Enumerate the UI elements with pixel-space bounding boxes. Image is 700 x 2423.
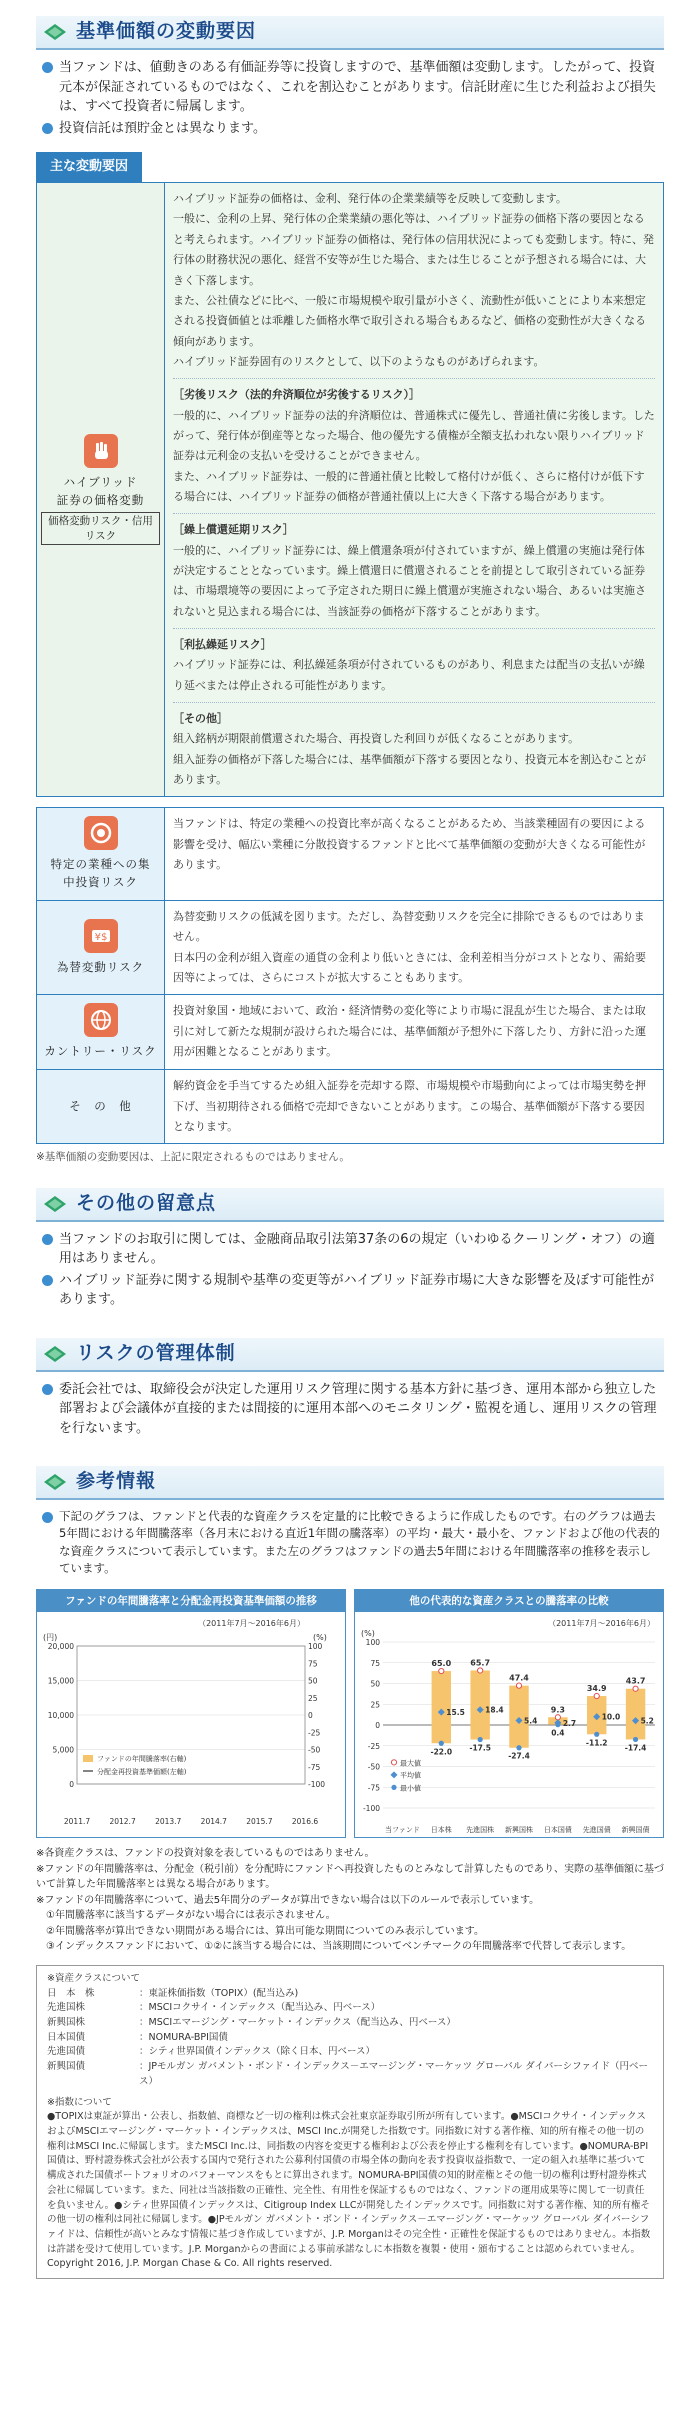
bullet-item: 投資信託は預貯金とは異なります。: [42, 119, 660, 139]
x-tick: 2011.7: [63, 1817, 91, 1827]
ref-row: 新興国株 ：MSCIエマージング・マーケット・インデックス（配当込み、円ベース）: [47, 2016, 456, 2028]
y-right-tick: -75: [308, 1763, 321, 1773]
x-tick: 2012.7: [109, 1817, 136, 1827]
y-left-tick: 5,000: [52, 1745, 74, 1755]
globe-icon: [84, 1003, 118, 1037]
max-label: 65.7: [470, 1658, 491, 1668]
min-label: -11.2: [585, 1738, 608, 1748]
left-chart-title: ファンドの年間騰落率と分配金再投資基準価額の推移: [37, 1590, 345, 1612]
para: また、公社債などに比べ、一般に市場規模や取引量が小さく、流動性が低いことにより本来想定される投資価値とは乖離した価格水準で取引される場合もあるなど、価格の変動性が大きくなる傾向があります。: [173, 293, 646, 348]
min-marker: [594, 1732, 599, 1737]
ref-row: 新興国債 ：JPモルガン ガバメント・ボンド・インデックス－エマージング・マーケッツ グローバル ダイバーシファイド（円ベース）: [47, 2061, 648, 2087]
reference-notes: [36, 1846, 664, 1955]
factor-row-hybrid: [37, 183, 663, 796]
factor-label-cell: [37, 901, 165, 994]
y-right-tick: -25: [308, 1728, 321, 1738]
y-left-tick: 20,000: [47, 1642, 74, 1652]
y-tick: -25: [367, 1742, 380, 1752]
reference-intro: [36, 1500, 664, 1583]
max-marker: [478, 1668, 483, 1673]
legend-label: 平均値: [400, 1771, 421, 1780]
risk-mgmt-bullets: [36, 1372, 664, 1445]
factor-label: 為替変動リスク: [56, 959, 145, 974]
main-factor-tag: 主な変動要因: [36, 152, 142, 182]
factor-label: カントリー・リスク: [44, 1044, 157, 1059]
bullet-item: ハイブリッド証券に関する規制や基準の変更等がハイブリッド証券市場に大きな影響を及ぼす可能性があります。: [42, 1271, 660, 1310]
legend-avg-marker: [390, 1772, 397, 1779]
factor-label-cell: [37, 808, 165, 900]
max-marker: [594, 1694, 599, 1699]
min-label: -17.5: [469, 1743, 491, 1753]
y-left-tick: 15,000: [47, 1676, 74, 1686]
y-tick: 100: [365, 1638, 380, 1648]
factor-row: [37, 1069, 663, 1143]
x-tick: 2015.7: [246, 1817, 273, 1827]
legend-max-marker: [391, 1760, 396, 1765]
kijun-bullets: [36, 50, 664, 144]
legend-label: 最大値: [400, 1759, 421, 1768]
x-tick: 日本国債: [543, 1826, 572, 1835]
ref-row: 先進国株 ：MSCIコクサイ・インデックス（配当込み、円ベース）: [47, 2002, 381, 2014]
bullet-dot-icon: [42, 1384, 53, 1395]
y-left-unit: (円): [43, 1633, 58, 1643]
factor-table: [36, 182, 664, 797]
note-line: ②年間騰落率が算出できない期間がある場合には、算出可能な期間についてのみ表示しています。: [46, 1925, 484, 1937]
y-tick: -100: [362, 1804, 380, 1814]
factor-text-cell: [165, 183, 663, 796]
section-header-other-notes: [36, 1188, 664, 1222]
min-label: -27.4: [508, 1752, 530, 1762]
x-tick: 2016.6: [291, 1817, 319, 1827]
chart-period: （2011年7月～2016年6月）: [548, 1619, 655, 1629]
factor-sub-label: 価格変動リスク・信用リスク: [41, 512, 160, 545]
avg-label: 15.5: [446, 1708, 465, 1718]
y-right-tick: 50: [308, 1676, 318, 1686]
max-marker: [633, 1686, 638, 1691]
factor-table-others: [36, 807, 664, 1144]
para: ハイブリッド証券の価格は、金利、発行体の企業業績等を反映して変動します。: [173, 192, 567, 206]
factor-label-cell: [37, 183, 165, 796]
avg-label: 10.0: [601, 1712, 621, 1722]
note-line: ※各資産クラスは、ファンドの投資対象を表しているものではありません。: [36, 1848, 375, 1860]
min-marker: [478, 1737, 483, 1742]
bullet-dot-icon: [42, 123, 53, 134]
divider: [173, 513, 655, 514]
diamond-icon: [42, 1471, 68, 1493]
sub-text: 一般的に、ハイブリッド証券の法的弁済順位は、普通株式に優先し、普通社債に劣後します。したがって、発行体が倒産等となった場合、他の優先する債権が全額支払われない限りハイブリッド証券は元利金の支払いを受けることができません。 また、ハイブリッド証券は、一般的に普通社債と比較して格付けが低く、さらに格付けが低下する場合には、ハイブリッド証券の価格が普通社債以上に大きく下落する場合があります。: [173, 408, 655, 503]
y-right-unit: (%): [313, 1633, 327, 1643]
y-right-tick: 75: [308, 1659, 318, 1669]
right-chart-body: [355, 1612, 663, 1837]
range-bar: [626, 1689, 645, 1740]
factor-text-cell: 当ファンドは、特定の業種への投資比率が高くなることがあるため、当該業種固有の要因による影響を受け、幅広い業種に分散投資するファンドと比べて基準価額の変動が大きくなる可能性があります。: [165, 808, 663, 900]
x-tick: 先進国債: [582, 1826, 611, 1835]
index-heading: ※指数について: [47, 2096, 112, 2108]
note-line: ①年間騰落率に該当するデータがない場合には表示されません。: [46, 1910, 336, 1922]
min-label: -22.0: [430, 1747, 453, 1757]
sub-text: ハイブリッド証券には、利払繰延条項が付されているものがあり、利息または配当の支払いが繰り延べまたは停止される可能性があります。: [173, 658, 645, 692]
reference-box: [36, 1965, 664, 2279]
y-right-tick: 100: [308, 1642, 323, 1652]
y-tick: 75: [370, 1659, 380, 1669]
avg-label: 18.4: [485, 1706, 504, 1716]
x-tick: 当ファンド: [384, 1826, 420, 1835]
avg-label: 5.2: [640, 1716, 654, 1726]
ref-row: 日本国債 ：NOMURA-BPI国債: [47, 2031, 228, 2043]
avg-label: 2.7: [562, 1719, 577, 1729]
factor-row: [37, 808, 663, 900]
diamond-icon: [42, 1193, 68, 1215]
min-label: 0.4: [551, 1728, 565, 1738]
factor-label: そ の 他: [69, 1098, 132, 1113]
factor-label-cell: [37, 1070, 165, 1143]
currency-icon: [84, 919, 118, 953]
min-label: -17.4: [624, 1743, 647, 1753]
x-tick: 2014.7: [200, 1817, 227, 1827]
y-left-tick: 0: [69, 1780, 74, 1790]
y-tick: -75: [367, 1783, 380, 1793]
index-text: ●TOPIXは東証が算出・公表し、指数値、商標など一切の権利は株式会社東京証券取引所が所有しています。●MSCIコクサイ・インデックスおよびMSCIエマージング・マーケット・インデックスは、MSCI Inc.が開発した指数です。同指数に対する著作権、知的所有権その他一切の権利はMSCI Inc.に帰属します。またMSCI Inc.は、同指数の内容を変更する権利および公表を停止する権利を有しています。●NOMURA-BPI国債は、野村證券株式会社が公表する国内で発行された公募利付国債の市場全体の動向を表す投資収益指数で、一定の組入れ基準に基づいて構成された国債ポートフォリオのパフォーマンスをもとに算出されます。NOMURA-BPI国債の知的財産権とその他一切の権利は野村證券株式会社に帰属しています。また、同社は当該指数の正確性、完全性、有用性を保証するものではなく、ファンドの運用成果等に関して一切責任を負いません。●シティ世界国債インデックスは、Citigroup Index LLCが開発したインデックスです。同指数に対する著作権、知的所有権その他一切の権利は同社に帰属します。●JPモルガン ガバメント・ボンド・インデックス－エマージング・マーケッツ グローバル ダイバーシファイドは、信頼性が高いとみなす情報に基づき作成していますが、J.P. Morganはその完全性・正確性を保証するものではありません。本指数は許諾を受けて使用しています。J.P. Morganからの書面による事前承諾なしに本指数を複製・使用・頒布することは認められていません。Copyright 2016, J.P. Morgan Chase & Co. All rights reserved.: [47, 2111, 651, 2270]
sub-heading: ［劣後リスク（法的弁済順位が劣後するリスク）］: [173, 388, 421, 402]
chart-period: （2011年7月～2016年6月）: [198, 1619, 305, 1629]
factor-label: 特定の業種への集中投資リスク: [50, 857, 151, 890]
section-title: 基準価額の変動要因: [76, 20, 257, 43]
y-tick: 25: [370, 1700, 380, 1710]
x-tick: 新興国株: [505, 1826, 533, 1835]
section-title: その他の留意点: [76, 1191, 217, 1214]
bullet-item: 下記のグラフは、ファンドと代表的な資産クラスを定量的に比較できるように作成したものです。右のグラフは過去5年間における年間騰落率（各月末における直近1年間の騰落率）の平均・最大・最小を、ファンドおよび他の代表的な資産クラスについて表示しています。また左のグラフはファンドの過去5年間における年間騰落率の推移を表示しています。: [42, 1508, 660, 1577]
bullet-dot-icon: [42, 1512, 53, 1523]
ref-heading: ※資産クラスについて: [47, 1972, 140, 1984]
max-label: 47.4: [509, 1673, 529, 1683]
y-right-tick: 25: [308, 1694, 318, 1704]
bullet-dot-icon: [42, 1275, 53, 1286]
note-line: ※ファンドの年間騰落率は、分配金（税引前）を分配時にファンドへ再投資したものとみなして計算したものであり、実際の基準価額に基づいて計算した年間騰落率とは異なる場合があります。: [36, 1863, 664, 1891]
charts-row: [36, 1589, 664, 1838]
x-tick: 先進国株: [466, 1826, 495, 1835]
left-chart-svg: [37, 1612, 345, 1837]
max-label: 9.3: [550, 1705, 565, 1715]
right-chart-title: 他の代表的な資産クラスとの騰落率の比較: [355, 1590, 663, 1612]
left-chart: [36, 1589, 346, 1838]
section-header-risk-mgmt: [36, 1338, 664, 1372]
bullet-item: 委託会社では、取締役会が決定した運用リスク管理に関する基本方針に基づき、運用本部から独立した部署および会議体が直接的または間接的に運用本部へのモニタリング・監視を通し、運用リスクの管理を行ないます。: [42, 1380, 660, 1439]
right-chart-svg: [355, 1612, 663, 1837]
sub-text: 一般的に、ハイブリッド証券には、繰上償還条項が付されていますが、繰上償還の実施は発行体が決定することとなっています。繰上償還日に償還されることを前提として取引されている証券は、市場環境等の要因によって予定された期日に繰上償還が実施されない場合、あるいは実施されないと見込まれる場合には、当該証券の価格が下落することがあります。: [173, 543, 646, 618]
legend-min-marker: [391, 1785, 396, 1790]
diamond-icon: [42, 21, 68, 43]
y-right-tick: 0: [308, 1711, 313, 1721]
section-title: 参考情報: [76, 1470, 157, 1493]
hand-icon: [84, 434, 118, 468]
divider: [173, 378, 655, 379]
x-tick: 2013.7: [155, 1817, 182, 1827]
min-marker: [633, 1737, 638, 1742]
max-label: 65.0: [431, 1659, 452, 1669]
factor-text-cell: 解約資金を手当てするため組入証券を売却する際、市場規模や市場動向によっては市場実勢を押下げ、当初期待される価格で売却できないことがあります。この場合、基準価額が下落する要因となります。: [165, 1070, 663, 1143]
max-label: 43.7: [625, 1677, 646, 1687]
legend-label: 分配金再投資基準価額(左軸): [97, 1768, 187, 1777]
footnote: ※基準価額の変動要因は、上記に限定されるものではありません。: [36, 1151, 350, 1164]
left-chart-body: [37, 1612, 345, 1837]
bullet-item: 当ファンドは、値動きのある有価証券等に投資しますので、基準価額は変動します。したがって、投資元本が保証されているものではなく、これを割込むことがあります。信託財産に生じた利益および損失は、すべて投資者に帰属します。: [42, 58, 660, 117]
y-left-tick: 10,000: [47, 1711, 74, 1721]
target-icon: [84, 816, 118, 850]
bullet-item: 当ファンドのお取引に関しては、金融商品取引法第37条の6の規定（いわゆるクーリング・オフ）の適用はありません。: [42, 1230, 660, 1269]
x-tick: 新興国債: [621, 1826, 650, 1835]
para: 一般に、金利の上昇、発行体の企業業績の悪化等は、ハイブリッド証券の価格下落の要因となると考えられます。ハイブリッド証券の価格は、発行体の信用状況によっても変動します。特に、発行体の財務状況の悪化、経営不安等が生じた場合、または生じることが予想される場合には、大きく下落します。: [173, 212, 655, 287]
max-marker: [555, 1715, 560, 1720]
para: ハイブリッド証券固有のリスクとして、以下のようなものがあげられます。: [173, 354, 545, 368]
y-tick: 50: [370, 1679, 380, 1689]
y-tick: -50: [367, 1762, 380, 1772]
max-label: 34.9: [586, 1684, 607, 1694]
legend-label: 最小値: [400, 1784, 421, 1793]
factor-label: ハイブリッド 証券の価格変動: [56, 475, 145, 508]
ref-row: 先進国債 ：シティ世界国債インデックス（除く日本、円ベース）: [47, 2046, 375, 2058]
divider: [173, 702, 655, 703]
y-unit: (%): [361, 1629, 375, 1639]
factor-text-cell: 為替変動リスクの低減を図ります。ただし、為替変動リスクを完全に排除できるものではありません。 日本円の金利が組入資産の通貨の金利より低いときには、金利差相当分がコストとなり、需給要因等によっては、さらにコストが拡大することもあります。: [165, 901, 663, 994]
section-title: リスクの管理体制: [76, 1341, 236, 1364]
x-tick: 日本株: [430, 1826, 452, 1835]
min-marker: [439, 1741, 444, 1746]
ref-row: 日 本 株 ：東証株価指数（TOPIX）(配当込み): [47, 1987, 299, 1999]
note-line: ③インデックスファンドにおいて、①②に該当する場合には、当該期間についてベンチマークの年間騰落率で代替して表示します。: [46, 1941, 632, 1953]
note-line: ※ファンドの年間騰落率について、過去5年間分のデータが算出できない場合は以下のルールで表示しています。: [36, 1894, 540, 1906]
bullet-dot-icon: [42, 62, 53, 73]
section-header-reference: [36, 1466, 664, 1500]
diamond-icon: [42, 1343, 68, 1365]
legend-swatch-bar: [83, 1755, 93, 1762]
sub-text: 組入銘柄が期限前償還された場合、再投資した利回りが低くなることがあります。 組入証券の価格が下落した場合には、基準価額が下落する要因となり、投資元本を割込むことがあります。: [173, 732, 646, 787]
min-marker: [516, 1745, 521, 1750]
factor-row: [37, 994, 663, 1069]
sub-heading: ［その他］: [173, 712, 228, 726]
bullet-dot-icon: [42, 1234, 53, 1245]
factor-label-cell: [37, 995, 165, 1069]
max-marker: [516, 1683, 521, 1688]
other-notes-bullets: [36, 1222, 664, 1316]
min-marker: [555, 1722, 560, 1727]
divider: [173, 628, 655, 629]
legend-label: ファンドの年間騰落率(右軸): [97, 1755, 187, 1764]
right-chart: [354, 1589, 664, 1838]
avg-label: 5.4: [524, 1716, 538, 1726]
sub-heading: ［繰上償還延期リスク］: [173, 523, 294, 537]
factor-row: [37, 900, 663, 994]
factor-text-cell: 投資対象国・地域において、政治・経済情勢の変化等により市場に混乱が生じた場合、または取引に対して新たな規制が設けられた場合には、基準価額が予想外に下落したり、方針に沿った運用が困難となることがあります。: [165, 995, 663, 1069]
max-marker: [439, 1669, 444, 1674]
y-right-tick: -50: [308, 1745, 321, 1755]
svg-text:¥$: ¥$: [94, 931, 107, 943]
sub-heading: ［利払繰延リスク］: [173, 638, 272, 652]
y-tick: 0: [375, 1721, 380, 1731]
y-right-tick: -100: [308, 1780, 326, 1790]
section-header-kijun: [36, 16, 664, 50]
